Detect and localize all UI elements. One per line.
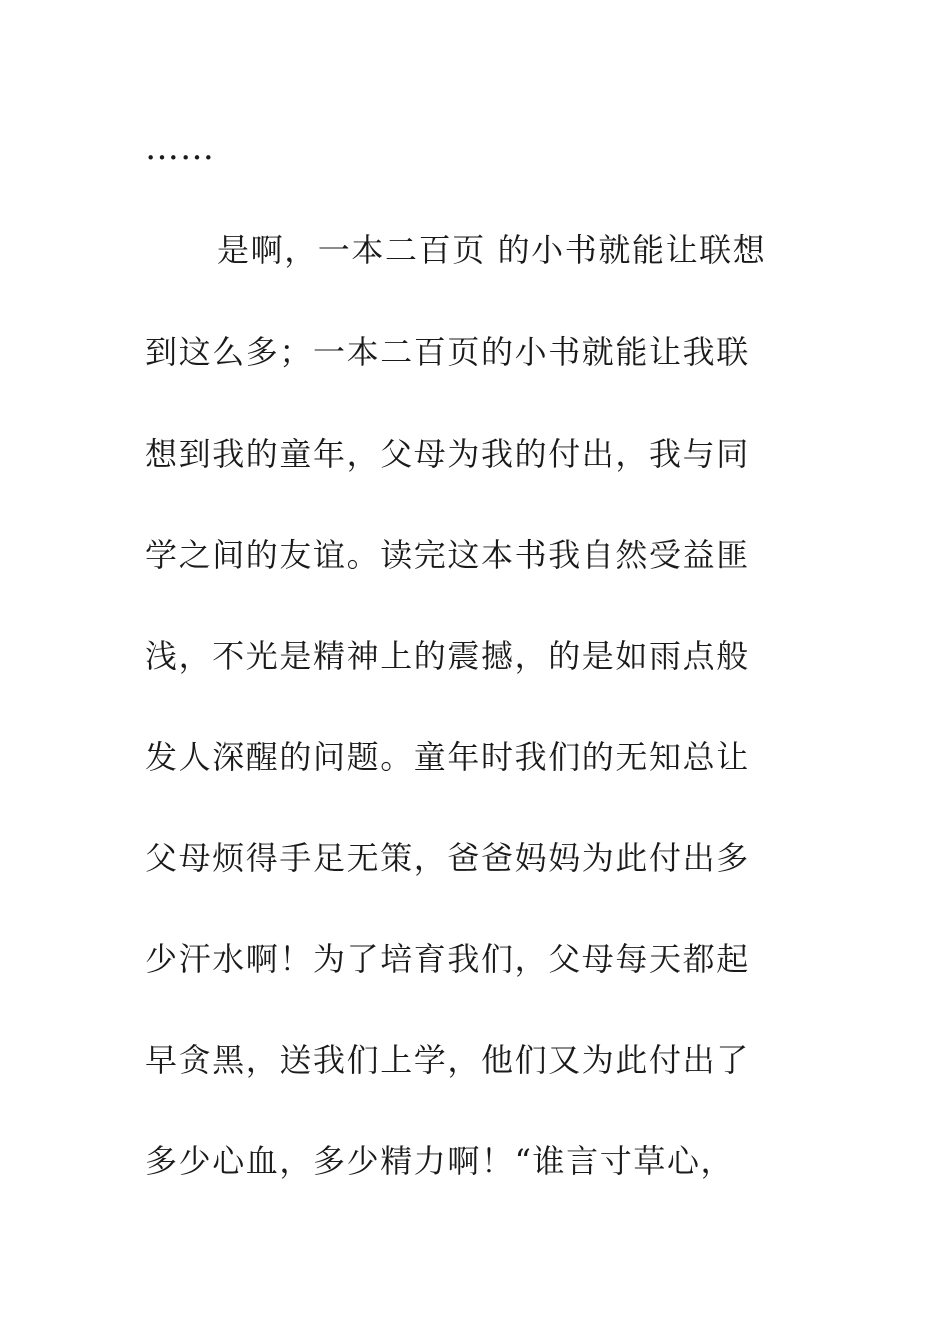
paragraph-line: 早贪黑，送我们上学，他们又为此付出了 [145,1041,750,1079]
paragraph-line: 学之间的友谊。读完这本书我自然受益匪 [145,536,750,574]
paragraph-line: 发人深醒的问题。童年时我们的无知总让 [145,738,750,776]
paragraph-line: 到这么多；一本二百页的小书就能让我联 [145,333,750,371]
paragraph-line: 浅，不光是精神上的震撼，的是如雨点般 [145,637,750,675]
paragraph-line: 多少心血，多少精力啊！“谁言寸草心， [145,1142,735,1180]
paragraph-line: 想到我的童年，父母为我的付出，我与同 [145,435,750,473]
paragraph-line: 少汗水啊！为了培育我们，父母每天都起 [145,940,750,978]
paragraph-line: 是啊，一本二百页 的小书就能让联想 [217,231,767,269]
paragraph-line: 父母烦得手足无策，爸爸妈妈为此付出多 [145,839,750,877]
ellipsis-text: …… [145,128,215,168]
